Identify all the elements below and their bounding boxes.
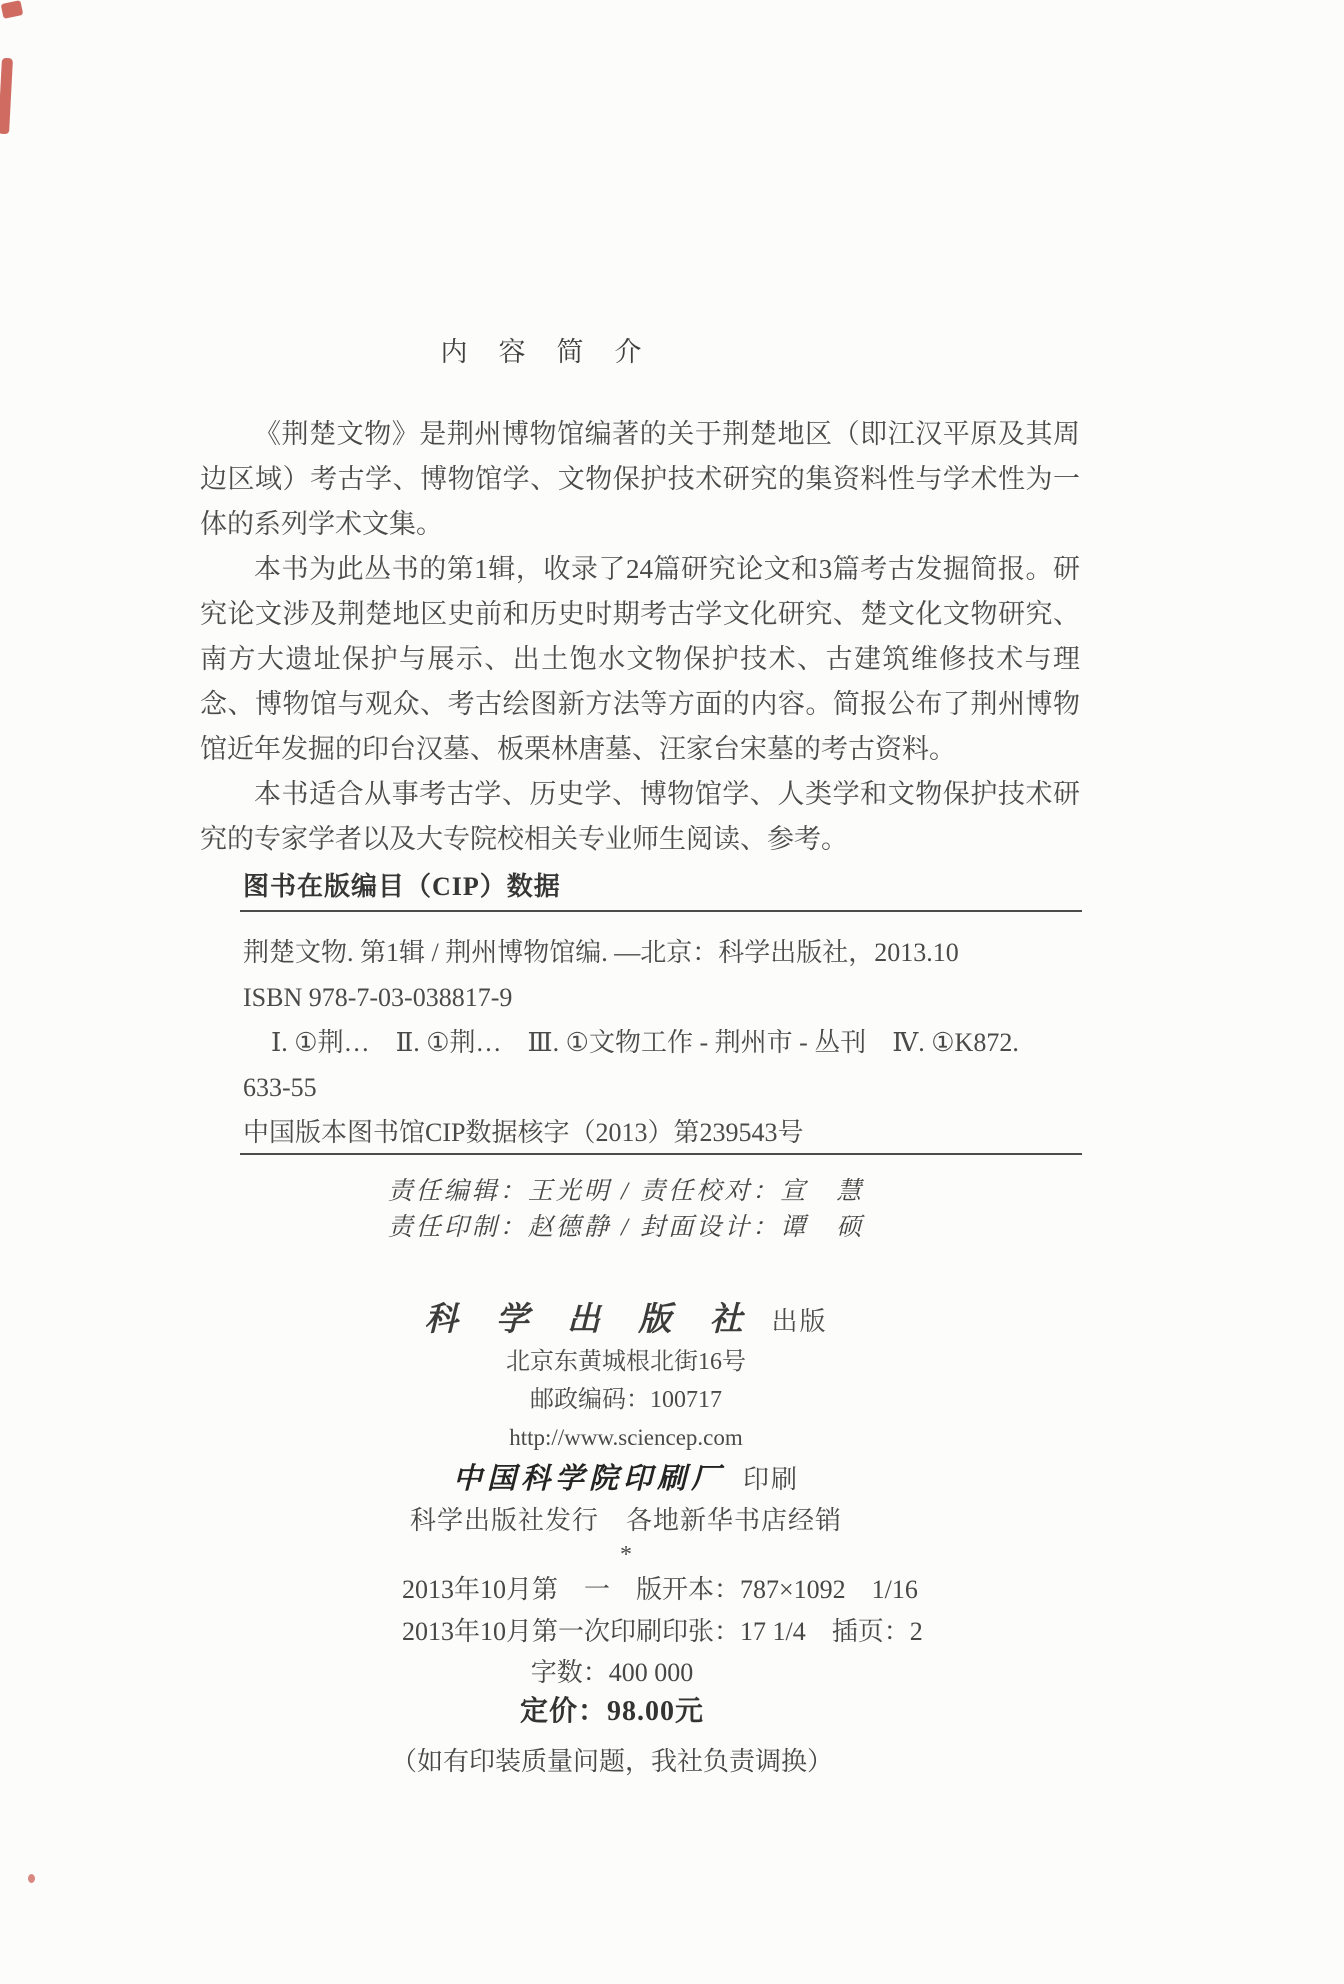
publish-label: 出版 <box>771 1307 828 1336</box>
printer-line <box>200 1457 1052 1501</box>
cip-record-number: 中国版本图书馆CIP数据核字（2013）第239543号 <box>243 1118 804 1147</box>
format-size: 开本：787×1092 1/16 <box>662 1575 918 1604</box>
edition-row <box>402 1611 923 1653</box>
publisher-block <box>200 1297 1052 1569</box>
separator-asterisk: * <box>620 1542 632 1568</box>
word-count: 字数：400 000 <box>530 1658 694 1687</box>
scan-artifact-red-dot <box>28 1874 35 1883</box>
cip-title-line: 荆楚文物. 第1辑 / 荆州博物馆编. —北京：科学出版社，2013.10 <box>243 938 959 967</box>
intro-line: 体的系列学术文集。 <box>200 509 443 539</box>
price: 定价：98.00元 <box>519 1696 704 1727</box>
section-title: 内 容 简 介 <box>440 337 644 367</box>
cip-heading: 图书在版编目（CIP）数据 <box>243 872 561 901</box>
edition-row <box>402 1569 918 1611</box>
cip-isbn: ISBN 978-7-03-038817-9 <box>243 983 513 1012</box>
publisher-postcode: 邮政编码：100717 <box>530 1387 722 1413</box>
staff-credits <box>200 1174 1052 1246</box>
science-press-logo: 科 学 出 版 社 <box>424 1302 758 1338</box>
intro-line: 念、博物馆与观众、考古绘图新方法等方面的内容。简报公布了荆州博物 <box>200 689 1080 719</box>
horizontal-rule <box>240 1153 1082 1155</box>
cip-classification: Ⅰ. ①荆… Ⅱ. ①荆… Ⅲ. ①文物工作 - 荆州市 - 丛刊 Ⅳ. ①K872. <box>271 1028 1019 1057</box>
scan-artifact-red-mark <box>1 0 24 19</box>
horizontal-rule <box>240 910 1082 912</box>
introduction-paragraphs <box>200 412 1080 862</box>
intro-line: 《荆楚文物》是荆州博物馆编著的关于荆楚地区（即江汉平原及其周 <box>254 419 1080 449</box>
cip-class-number: 633-55 <box>243 1073 317 1102</box>
scan-artifact-red-edge <box>0 58 13 134</box>
intro-line: 边区域）考古学、博物馆学、文物保护技术研究的集资料性与学术性为一 <box>200 464 1080 494</box>
publisher-address: 北京东黄城根北街16号 <box>506 1349 746 1375</box>
print-label: 印刷 <box>743 1465 800 1494</box>
intro-line: 究论文涉及荆楚地区史前和历史时期考古学文化研究、楚文化文物研究、 <box>200 599 1080 629</box>
intro-line: 究的专家学者以及大专院校相关专业师生阅读、参考。 <box>200 824 848 854</box>
publisher-url: http://www.sciencep.com <box>509 1425 743 1450</box>
edition-date: 2013年10月第 一 版 <box>402 1575 663 1604</box>
publisher-logo-line <box>200 1297 1052 1343</box>
staff-line-editor: 责任编辑：王光明 / 责任校对：宣 慧 <box>387 1178 865 1205</box>
intro-line: 馆近年发掘的印台汉墓、板栗林唐墓、汪家台宋墓的考古资料。 <box>200 734 956 764</box>
quality-note: （如有印装质量问题，我社负责调换） <box>390 1747 833 1776</box>
intro-line: 本书为此丛书的第1辑，收录了24篇研究论文和3篇考古发掘简报。研 <box>254 554 1080 584</box>
intro-line: 本书适合从事考古学、历史学、博物馆学、人类学和文物保护技术研 <box>254 779 1080 809</box>
cip-data-block <box>243 930 1083 1155</box>
printing-date: 2013年10月第一次印刷 <box>402 1617 663 1646</box>
staff-line-printing: 责任印制：赵德静 / 封面设计：谭 硕 <box>387 1214 865 1241</box>
edition-info <box>402 1569 923 1653</box>
printer-logo: 中国科学院印刷厂 <box>452 1463 725 1495</box>
intro-line: 南方大遗址保护与展示、出土饱水文物保护技术、古建筑维修技术与理 <box>200 644 1080 674</box>
distribution-line: 科学出版社发行 各地新华书店经销 <box>409 1506 842 1535</box>
sheets-inserts: 印张：17 1/4 插页：2 <box>662 1617 923 1646</box>
